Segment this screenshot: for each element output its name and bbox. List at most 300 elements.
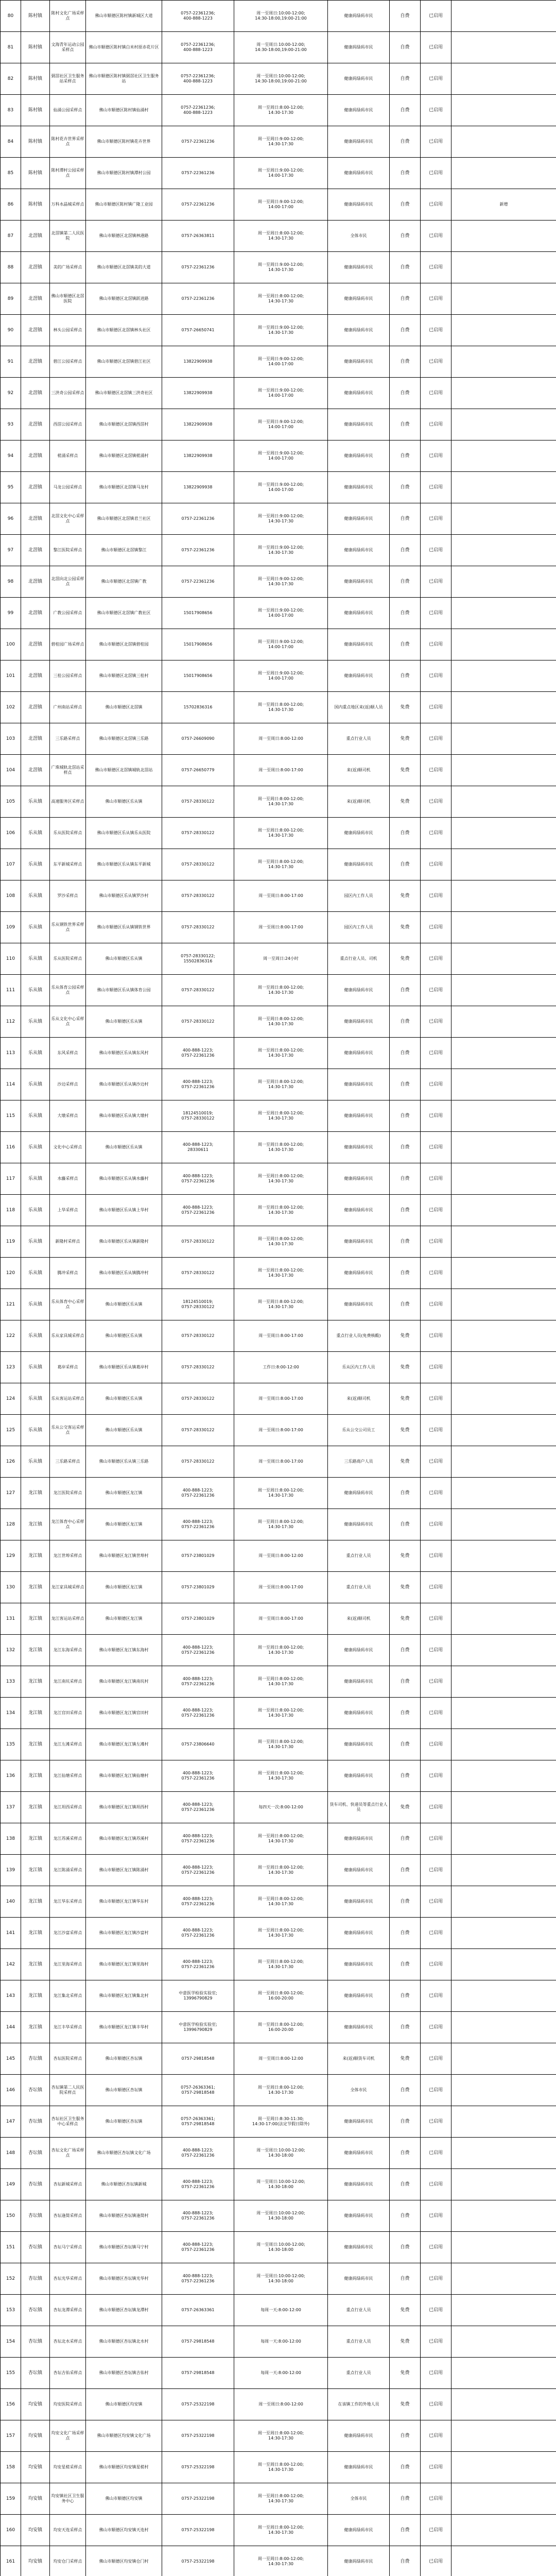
address-cell: 佛山市顺德区龙江镇官田村 [86,1698,162,1729]
fee-cell: 免费 [390,723,421,755]
town-cell: 乐从镇 [21,1320,50,1352]
target-group-cell: 健康码绿码市民 [328,440,390,472]
phone-cell: 0757-22361236 [162,189,234,221]
table-row [1,503,556,535]
row-number: 160 [1,2515,21,2546]
note-cell [451,283,556,315]
status-cell: 已启用 [421,189,451,221]
row-number: 138 [1,1823,21,1855]
hours-cell: 周一至周日:10:00-12:00; 14:30-18:00 [234,2200,328,2232]
note-cell [451,315,556,346]
target-group-cell: 健康码绿码市民 [328,849,390,880]
phone-cell: 0757-23801029 [162,1540,234,1572]
row-number: 93 [1,409,21,440]
note-cell [451,692,556,723]
phone-cell: 15702836316 [162,692,234,723]
hours-cell: 周一至周日:8:00-12:00; 14:30-17:30 [234,2515,328,2546]
table-row [1,2106,556,2138]
hours-cell: 周一至周日:8:00-12:00 [234,723,328,755]
phone-cell: 400-888-1223; 0757-22361236 [162,1163,234,1195]
address-cell: 佛山市顺德区均安镇 [86,2483,162,2515]
phone-cell: 13822909938 [162,346,234,378]
phone-cell: 15017908656 [162,598,234,629]
phone-cell: 0757-28330122 [162,912,234,943]
row-number: 82 [1,63,21,95]
town-cell: 龙江镇 [21,1698,50,1729]
target-group-cell: 健康码绿码市民 [328,535,390,566]
row-number: 156 [1,2389,21,2420]
phone-cell: 400-888-1223; 0757-22361236 [162,2263,234,2295]
address-cell: 佛山市顺德区杏坛镇新城 [86,2169,162,2200]
hours-cell: 周一至周日:8:00-12:00; 14:30-17:30 [234,283,328,315]
status-cell: 已启用 [421,2169,451,2200]
site-name-cell: 广教公园采样点 [50,598,86,629]
hours-cell: 周一至周日:9:00-12:00; 14:00-17:00 [234,378,328,409]
fee-cell: 自费 [390,535,421,566]
fee-cell: 免费 [390,943,421,975]
table-row [1,786,556,818]
fee-cell: 自费 [390,566,421,598]
status-cell: 已启用 [421,1006,451,1038]
row-number: 150 [1,2200,21,2232]
site-name-cell: 林头公园采样点 [50,315,86,346]
hours-cell: 周一至周日:8:00-12:00; 14:30-17:30 [234,1760,328,1792]
town-cell: 北滘镇 [21,535,50,566]
town-cell: 龙江镇 [21,1855,50,1886]
town-cell: 龙江镇 [21,1603,50,1635]
site-name-cell: 龙江体育中心采样点 [50,1509,86,1540]
phone-cell: 0757-25322198 [162,2420,234,2452]
site-name-cell: 东平新城采样点 [50,849,86,880]
row-number: 99 [1,598,21,629]
town-cell: 龙江镇 [21,1729,50,1760]
target-group-cell: 健康码绿码市民 [328,566,390,598]
fee-cell: 自费 [390,1760,421,1792]
status-cell: 已启用 [421,1132,451,1163]
note-cell [451,1478,556,1509]
status-cell: 已启用 [421,2546,451,2576]
status-cell: 已启用 [421,1069,451,1100]
site-name-cell: 弼滘社区卫生服务站采样点 [50,63,86,95]
target-group-cell: 健康码绿码市民 [328,818,390,849]
target-group-cell: 健康码绿码市民 [328,2515,390,2546]
fee-cell: 免费 [390,1572,421,1603]
status-cell: 已启用 [421,346,451,378]
phone-cell: 400-888-1223; 0757-22361236 [162,1478,234,1509]
site-name-cell: 龙江仙塘采样点 [50,1760,86,1792]
note-cell [451,1572,556,1603]
hours-cell: 周一至周日:8:00-12:00; 14:30-17:30 [234,2075,328,2106]
target-group-cell: 来(返)顺司机 [328,755,390,786]
town-cell: 乐从镇 [21,912,50,943]
note-cell [451,943,556,975]
site-name-cell: 万科水晶城采样点 [50,189,86,221]
fee-cell: 自费 [390,1195,421,1226]
phone-cell: 400-888-1223; 0757-22361236 [162,1918,234,1949]
site-name-cell: 碧江公园采样点 [50,346,86,378]
status-cell: 已启用 [421,1886,451,1918]
note-cell [451,1258,556,1289]
note-cell [451,2075,556,2106]
fee-cell: 自费 [390,598,421,629]
address-cell: 佛山市顺德区龙江镇南坑村 [86,1666,162,1698]
fee-cell: 自费 [390,158,421,189]
table-row [1,1038,556,1069]
hours-cell: 周一至周日:9:00-12:00; 14:30-17:30 [234,535,328,566]
fee-cell: 自费 [390,1478,421,1509]
table-row [1,1698,556,1729]
hours-cell: 周一至周日:9:00-12:00; 14:00-17:30 [234,158,328,189]
table-row [1,158,556,189]
note-cell [451,975,556,1006]
town-cell: 北滘镇 [21,315,50,346]
fee-cell: 自费 [390,126,421,158]
row-number: 141 [1,1918,21,1949]
fee-cell: 免费 [390,2326,421,2358]
target-group-cell: 园区内工作人员 [328,912,390,943]
phone-cell: 0757-23801029 [162,1572,234,1603]
town-cell: 龙江镇 [21,1949,50,1980]
note-cell [451,535,556,566]
hours-cell: 周一至周日:10:00-12:00; 14:30-18:00,19:00-21:00 [234,32,328,63]
row-number: 117 [1,1163,21,1195]
target-group-cell: 健康码绿码市民 [328,126,390,158]
note-cell [451,1729,556,1760]
row-number: 145 [1,2043,21,2075]
target-group-cell: 健康码绿码市民 [328,1855,390,1886]
status-cell: 已启用 [421,1980,451,2012]
target-group-cell: 健康码绿码市民 [328,315,390,346]
address-cell: 佛山市顺德区均安镇 [86,2389,162,2420]
table-row [1,189,556,221]
town-cell: 龙江镇 [21,1572,50,1603]
target-group-cell: 健康码绿码市民 [328,346,390,378]
site-name-cell: 东风采样点 [50,1038,86,1069]
phone-cell: 0757-28330122 [162,1352,234,1383]
status-cell: 已启用 [421,1666,451,1698]
status-cell: 已启用 [421,2483,451,2515]
row-number: 100 [1,629,21,660]
town-cell: 乐从镇 [21,1226,50,1258]
fee-cell: 免费 [390,1446,421,1478]
phone-cell: 0757-22361236; 400-888-1223 [162,1,234,32]
town-cell: 北滘镇 [21,252,50,283]
fee-cell: 自费 [390,2169,421,2200]
note-cell [451,1792,556,1823]
address-cell: 佛山市顺德区北滘镇黎江 [86,535,162,566]
phone-cell: 0757-28330122 [162,849,234,880]
row-number: 118 [1,1195,21,1226]
phone-cell: 0757-28330122 [162,880,234,912]
phone-cell: 0757-29818548 [162,2326,234,2358]
target-group-cell: 健康码绿码市民 [328,2012,390,2043]
hours-cell: 周一至周日:8:00-12:00; 14:30-17:30 [234,221,328,252]
phone-cell: 0757-28330122 [162,1226,234,1258]
fee-cell: 自费 [390,2420,421,2452]
table-row [1,1320,556,1352]
table-row [1,1823,556,1855]
address-cell: 佛山市顺德区龙江镇华东村 [86,1886,162,1918]
fee-cell: 自费 [390,1666,421,1698]
target-group-cell: 在该镇工作的外地人员 [328,2389,390,2420]
table-row [1,2012,556,2043]
site-name-cell: 三乐路采样点 [50,723,86,755]
status-cell: 已启用 [421,1320,451,1352]
address-cell: 佛山市顺德区乐从镇东风村 [86,1038,162,1069]
fee-cell: 免费 [390,786,421,818]
row-number: 137 [1,1792,21,1823]
target-group-cell: 健康码绿码市民 [328,1886,390,1918]
phone-cell: 0757-28330122 [162,1320,234,1352]
town-cell: 龙江镇 [21,1666,50,1698]
table-row [1,2232,556,2263]
table-row [1,598,556,629]
hours-cell: 周一至周日:10:00-12:00; 14:30-18:00 [234,2263,328,2295]
target-group-cell: 健康码绿码市民 [328,1195,390,1226]
note-cell [451,849,556,880]
phone-cell: 0757-28330122; 15502836316 [162,943,234,975]
row-number: 86 [1,189,21,221]
site-name-cell: 龙江南坑采样点 [50,1666,86,1698]
site-name-cell: 罗沙采样点 [50,880,86,912]
hours-cell: 周一至周日:8:00-12:00 [234,2043,328,2075]
address-cell: 佛山市顺德区乐从镇三乐路 [86,1446,162,1478]
table-row [1,849,556,880]
address-cell: 佛山市顺德区北滘镇广教 [86,566,162,598]
phone-cell: 15017908656 [162,629,234,660]
status-cell: 已启用 [421,252,451,283]
table-row [1,2358,556,2389]
row-number: 126 [1,1446,21,1478]
phone-cell: 0757-22361236; 400-888-1223 [162,32,234,63]
row-number: 127 [1,1478,21,1509]
status-cell: 已启用 [421,912,451,943]
hours-cell: 周一至周日:9:00-12:00; 14:30-17:30 [234,252,328,283]
status-cell: 已启用 [421,1038,451,1069]
phone-cell: 0757-26363361 [162,2295,234,2326]
note-cell [451,1886,556,1918]
site-name-cell: 葛岸采样点 [50,1352,86,1383]
row-number: 144 [1,2012,21,2043]
hours-cell: 周一至周日:8:00-12:00; 14:30-17:30 [234,2452,328,2483]
hours-cell: 周一至周日:8:00-17:00 [234,1603,328,1635]
row-number: 143 [1,1980,21,2012]
phone-cell: 0757-28330122 [162,818,234,849]
row-number: 109 [1,912,21,943]
status-cell: 已启用 [421,1383,451,1415]
town-cell: 乐从镇 [21,1038,50,1069]
phone-cell: 0757-25322198 [162,2452,234,2483]
address-cell: 佛山市顺德区杏坛镇北水村 [86,2326,162,2358]
hours-cell: 周一至周日:8:00-12:00; 14:30-17:30 [234,1855,328,1886]
phone-cell: 0757-28330122 [162,975,234,1006]
site-name-cell: 仙涌公园采样点 [50,95,86,126]
phone-cell: 0757-28330122 [162,1415,234,1446]
site-name-cell: 文海青年运动公园采样点 [50,32,86,63]
note-cell [451,1195,556,1226]
target-group-cell: 国内重点地区来(返)顺人员 [328,692,390,723]
target-group-cell: 健康码绿码市民 [328,1729,390,1760]
hours-cell: 周一至周日:9:00-12:00; 14:00-17:00 [234,598,328,629]
status-cell: 已启用 [421,566,451,598]
site-name-cell: 乐从医院采样点 [50,943,86,975]
note-cell [451,1540,556,1572]
note-cell [451,2200,556,2232]
fee-cell: 自费 [390,283,421,315]
town-cell: 乐从镇 [21,1383,50,1415]
address-cell: 佛山市顺德区龙江镇左滩村 [86,1729,162,1760]
phone-cell: 0757-22361236 [162,158,234,189]
status-cell: 已启用 [421,1823,451,1855]
address-cell: 佛山市顺德区北滘镇 [86,692,162,723]
status-cell: 已启用 [421,818,451,849]
site-name-cell: 乐从体育中心采样点 [50,1289,86,1320]
phone-cell: 0757-22361236 [162,252,234,283]
row-number: 154 [1,2326,21,2358]
address-cell: 佛山市顺德区乐从镇 [86,786,162,818]
note-cell [451,786,556,818]
table-row [1,1478,556,1509]
note-cell [451,1666,556,1698]
phone-cell: 0757-22361236 [162,503,234,535]
phone-cell: 400-888-1223; 28330611 [162,1132,234,1163]
row-number: 92 [1,378,21,409]
fee-cell: 自费 [390,2106,421,2138]
target-group-cell: 全体市民 [328,221,390,252]
target-group-cell: 健康码绿码市民 [328,1289,390,1320]
table-row [1,660,556,692]
hours-cell: 周一至周日:8:00-12:00; 14:30-17:30 [234,1195,328,1226]
row-number: 140 [1,1886,21,1918]
status-cell: 已启用 [421,2452,451,2483]
note-cell [451,346,556,378]
address-cell: 佛山市顺德区乐从镇 [86,1006,162,1038]
address-cell: 佛山市顺德区杏坛镇 [86,2075,162,2106]
address-cell: 佛山市顺德区北滘镇西滘村 [86,409,162,440]
row-number: 94 [1,440,21,472]
target-group-cell: 健康码绿码市民 [328,32,390,63]
fee-cell: 自费 [390,1226,421,1258]
phone-cell: 18124510019; 0757-28330122 [162,1289,234,1320]
fee-cell: 自费 [390,346,421,378]
table-row [1,315,556,346]
table-row [1,1,556,32]
row-number: 105 [1,786,21,818]
row-number: 149 [1,2169,21,2200]
phone-cell: 400-888-1223; 0757-22361236 [162,1760,234,1792]
status-cell: 已启用 [421,2012,451,2043]
town-cell: 杏坛镇 [21,2295,50,2326]
table-row [1,2546,556,2576]
town-cell: 北滘镇 [21,598,50,629]
town-cell: 北滘镇 [21,409,50,440]
fee-cell: 自费 [390,63,421,95]
town-cell: 龙江镇 [21,1760,50,1792]
table-row [1,1572,556,1603]
phone-cell: 0757-26363361; 0757-29818548 [162,2075,234,2106]
hours-cell: 周一至周日:8:00-12:00; 14:30-17:30 [234,1069,328,1100]
site-name-cell: 龙江坦西采样点 [50,1792,86,1823]
hours-cell: 周一至周日:9:00-12:00; 14:30-17:30 [234,566,328,598]
target-group-cell: 来(返)顺司机 [328,1603,390,1635]
table-row [1,1163,556,1195]
address-cell: 佛山市顺德区乐从镇 [86,1383,162,1415]
hours-cell: 周一至周日:8:00-12:00; 14:30-17:30 [234,2483,328,2515]
table-row [1,1100,556,1132]
town-cell: 乐从镇 [21,943,50,975]
town-cell: 杏坛镇 [21,2043,50,2075]
hours-cell: 周一至周日:8:00-17:00 [234,1572,328,1603]
target-group-cell: 健康码绿码市民 [328,2263,390,2295]
table-row [1,95,556,126]
table-row [1,818,556,849]
site-name-cell: 北滘文化中心采样点 [50,503,86,535]
site-name-cell: 水藤采样点 [50,1163,86,1195]
phone-cell: 400-888-1223; 0757-22361236 [162,1886,234,1918]
note-cell [451,1320,556,1352]
row-number: 108 [1,880,21,912]
target-group-cell: 来(返)顺货车司机 [328,2043,390,2075]
status-cell: 已启用 [421,1509,451,1540]
note-cell [451,2389,556,2420]
address-cell: 佛山市顺德区均安镇星槎村 [86,2452,162,2483]
address-cell: 佛山市顺德区龙江镇 [86,1478,162,1509]
target-group-cell: 健康码绿码市民 [328,189,390,221]
hours-cell: 每周一天:8:00-12:00 [234,2295,328,2326]
phone-cell: 0757-28330122 [162,1006,234,1038]
table-row [1,535,556,566]
row-number: 111 [1,975,21,1006]
hours-cell: 周一至周日:8:00-12:00; 14:30-17:30 [234,1100,328,1132]
town-cell: 乐从镇 [21,849,50,880]
hours-cell: 周一至周日:9:00-12:00; 14:30-17:30 [234,503,328,535]
site-name-cell: 龙江集北采样点 [50,1980,86,2012]
fee-cell: 自费 [390,503,421,535]
note-cell [451,2326,556,2358]
town-cell: 北滘镇 [21,660,50,692]
site-name-cell: 陈村文化广场采样点 [50,1,86,32]
fee-cell: 自费 [390,975,421,1006]
fee-cell: 自费 [390,221,421,252]
phone-cell: 400-888-1223; 0757-22361236 [162,1666,234,1698]
row-number: 103 [1,723,21,755]
row-number: 131 [1,1603,21,1635]
town-cell: 乐从镇 [21,1069,50,1100]
phone-cell: 400-888-1223; 0757-22361236 [162,1792,234,1823]
status-cell: 已启用 [421,32,451,63]
site-name-cell: 陈村潭村公园采样点 [50,158,86,189]
note-cell [451,221,556,252]
hours-cell: 周一至周日:8:00-12:00; 14:30-17:30 [234,1918,328,1949]
fee-cell: 自费 [390,1100,421,1132]
hours-cell: 周一至周日:9:00-12:00; 14:00-17:00 [234,189,328,221]
note-cell [451,1760,556,1792]
target-group-cell: 健康码绿码市民 [328,1100,390,1132]
fee-cell: 自费 [390,1038,421,1069]
phone-cell: 0757-22361236 [162,566,234,598]
site-name-cell: 杏坛镇第二人民医院采样点 [50,2075,86,2106]
phone-cell: 0757-26363811 [162,221,234,252]
site-name-cell: 上华采样点 [50,1195,86,1226]
row-number: 124 [1,1383,21,1415]
hours-cell: 每四天一次:8:00-12:00 [234,1792,328,1823]
site-name-cell: 龙江客运站采样点 [50,1603,86,1635]
hours-cell: 周一至周日:8:00-12:00; 14:30-17:30 [234,786,328,818]
address-cell: 佛山市顺德区龙江镇 [86,1509,162,1540]
note-cell [451,1855,556,1886]
site-name-cell: 龙江里海采样点 [50,1949,86,1980]
note-cell [451,126,556,158]
